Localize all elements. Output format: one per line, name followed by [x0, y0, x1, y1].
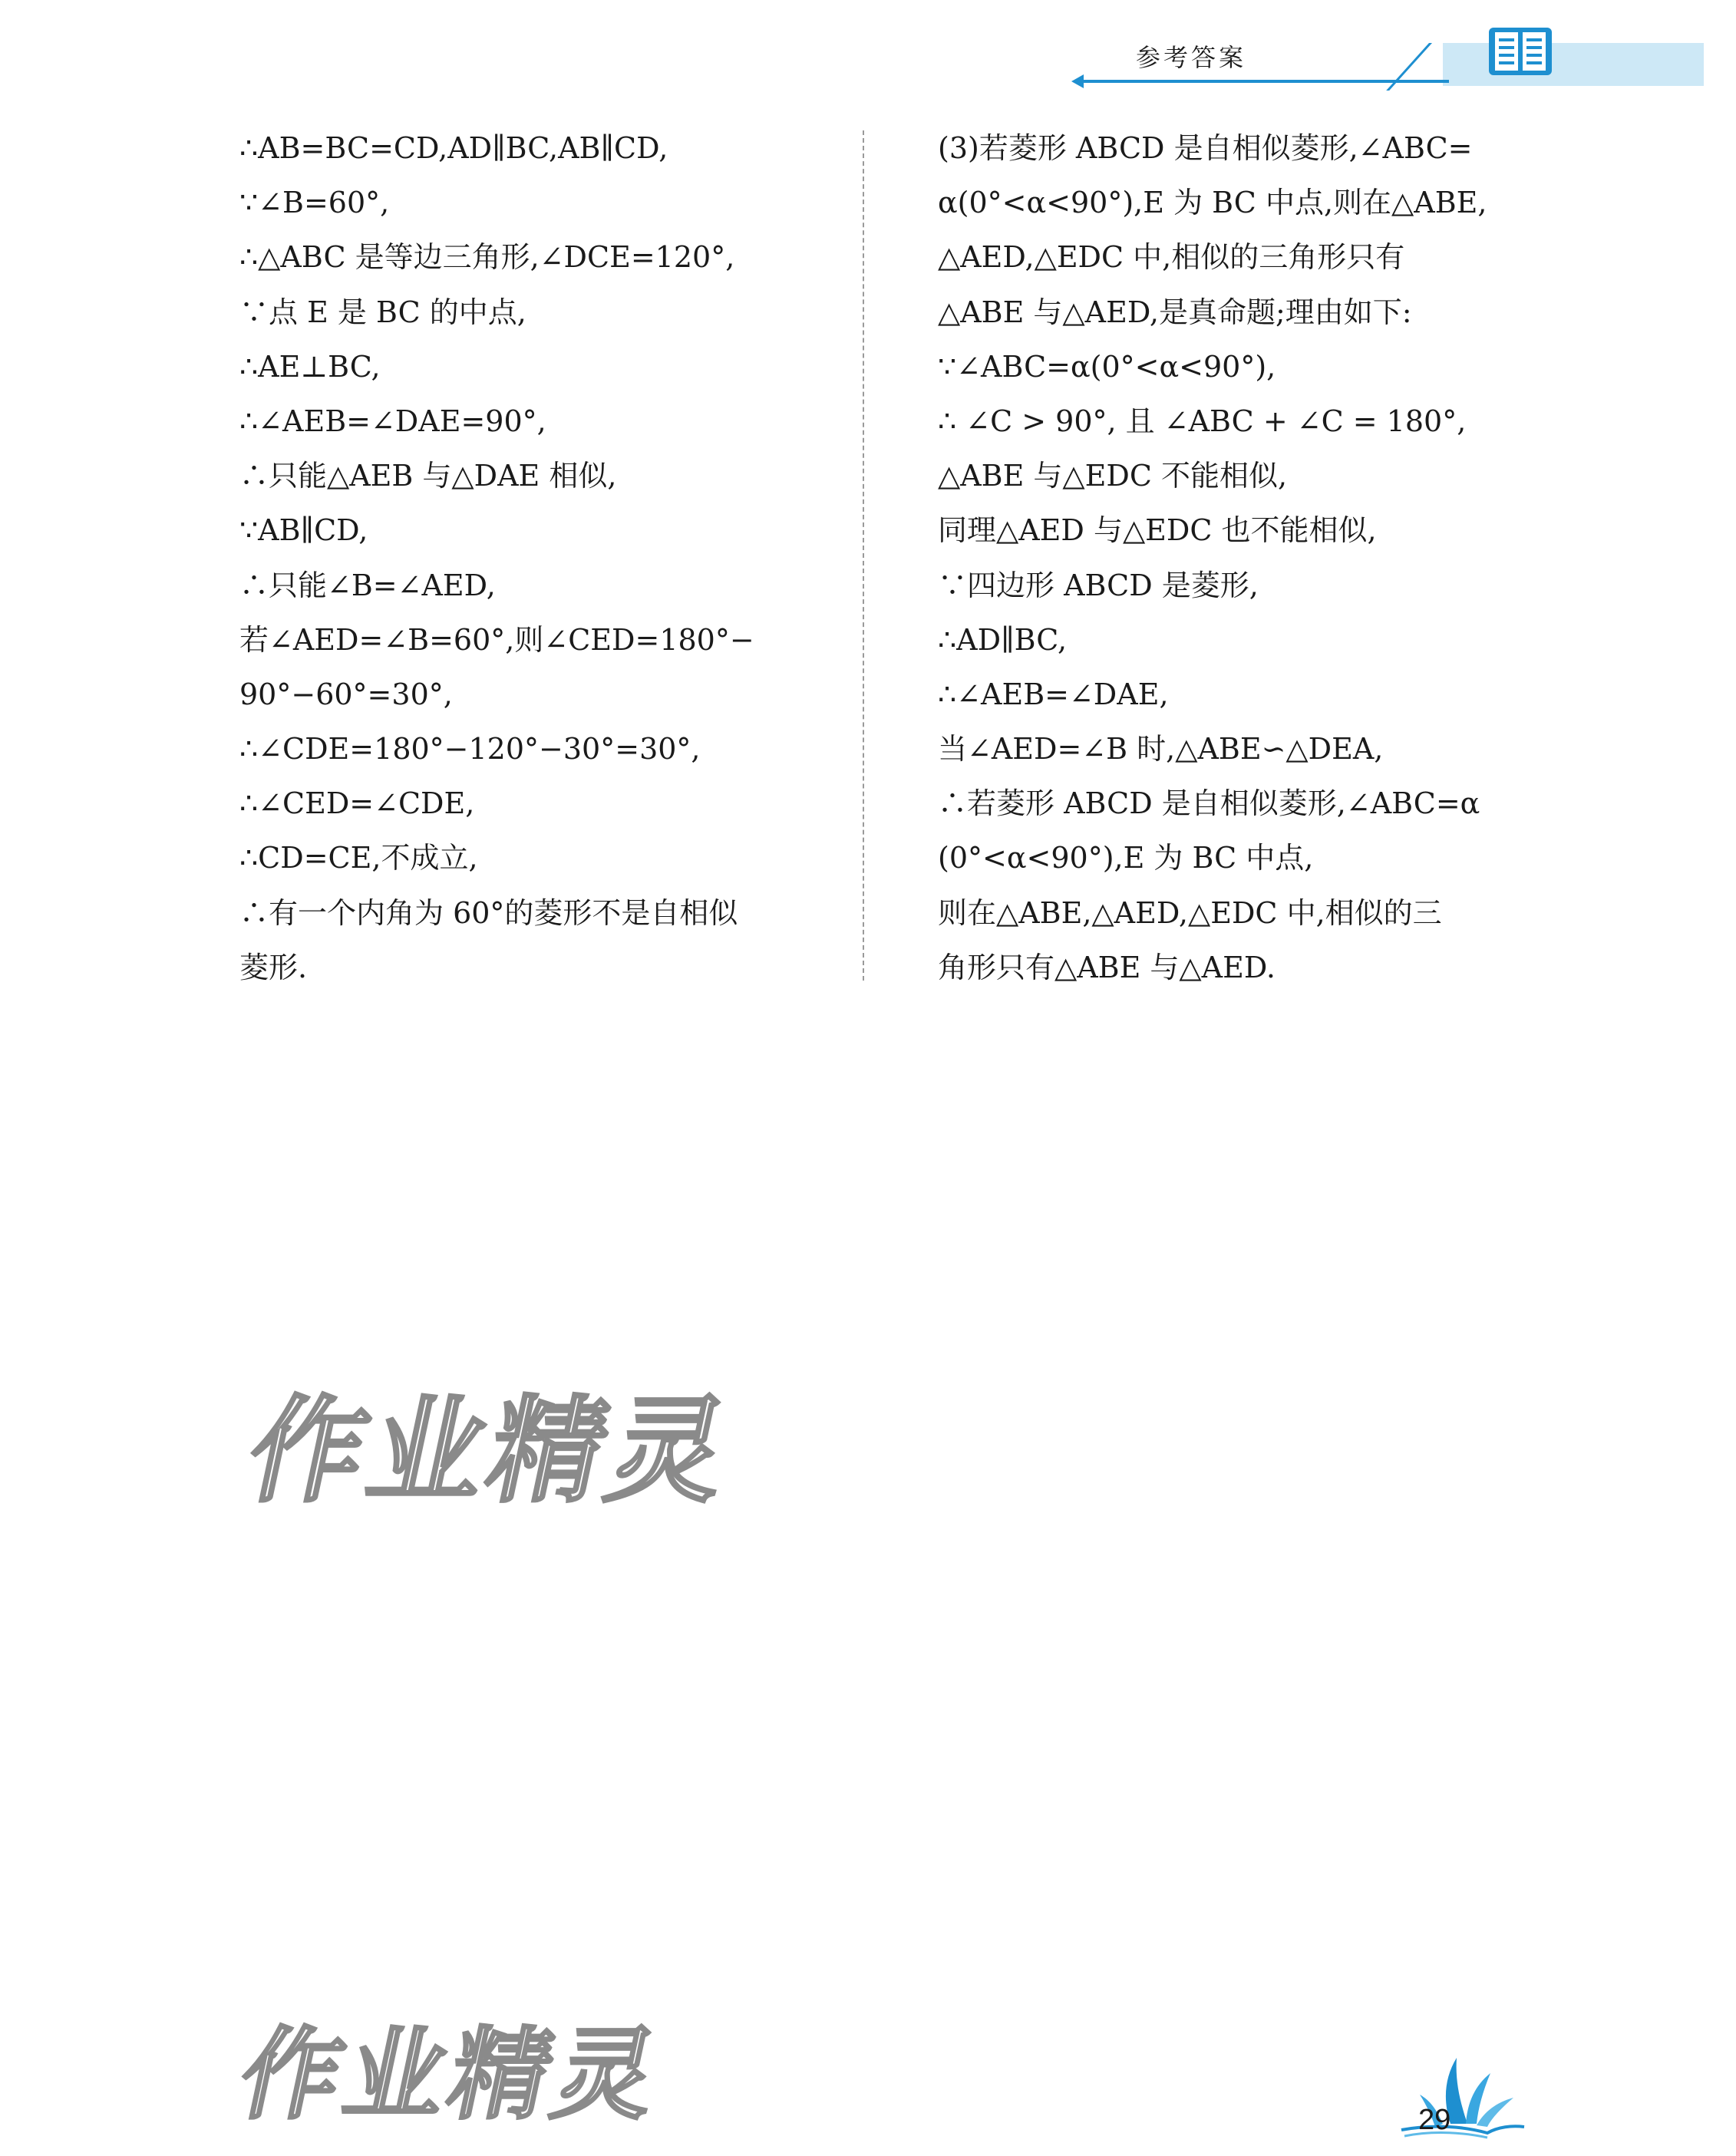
watermark: 作业精灵 [229, 2016, 672, 2133]
text-line: △ABE 与△AED,是真命题;理由如下: [938, 295, 1412, 329]
text-line: ∴CD=CE,不成立, [239, 841, 478, 875]
text-line: ∴若菱形 ABCD 是自相似菱形,∠ABC=α [938, 786, 1480, 821]
answer-right-column [938, 121, 1536, 995]
header-band [1443, 43, 1704, 86]
answer-left-column [239, 121, 830, 995]
text-line: ∴ ∠C > 90°, 且 ∠ABC + ∠C = 180°, [938, 404, 1467, 438]
text-line: ∵∠B=60°, [239, 186, 390, 220]
text-line: 若∠AED=∠B=60°,则∠CED=180°− [239, 622, 754, 657]
open-book-icon [1486, 21, 1555, 80]
text-line: ∵∠ABC=α(0°<α<90°), [938, 349, 1276, 384]
text-line: 角形只有△ABE 与△AED. [938, 950, 1276, 984]
text-line: ∵四边形 ABCD 是菱形, [938, 568, 1259, 602]
text-line: ∴有一个内角为 60°的菱形不是自相似 [239, 895, 738, 930]
text-line: ∴AB=BC=CD,AD∥BC,AB∥CD, [239, 131, 668, 165]
text-line: ∴∠AEB=∠DAE, [938, 677, 1169, 711]
text-line: 则在△ABE,△AED,△EDC 中,相似的三 [938, 895, 1442, 930]
header-rule [1081, 80, 1449, 83]
text-line: ∴只能∠B=∠AED, [239, 568, 496, 602]
text-line: α(0°<α<90°),E 为 BC 中点,则在△ABE, [938, 186, 1487, 220]
text-line: ∵点 E 是 BC 的中点, [239, 295, 526, 329]
text-line: ∴AE⊥BC, [239, 349, 381, 384]
header-arrow-icon [1071, 74, 1084, 88]
text-line: ∴∠CDE=180°−120°−30°=30°, [239, 732, 701, 766]
watermark: 作业精灵 [236, 1385, 744, 1518]
text-line: ∴△ABC 是等边三角形,∠DCE=120°, [239, 240, 735, 275]
text-line: ∴∠AEB=∠DAE=90°, [239, 404, 546, 438]
text-line: △AED,△EDC 中,相似的三角形只有 [938, 240, 1405, 275]
text-line: 同理△AED 与△EDC 也不能相似, [938, 513, 1377, 548]
text-line: ∴∠CED=∠CDE, [239, 786, 475, 821]
page-number: 29 [1418, 2104, 1451, 2136]
text-line: ∴只能△AEB 与△DAE 相似, [239, 459, 617, 493]
header-label: 参考答案 [1136, 43, 1247, 72]
text-line: 当∠AED=∠B 时,△ABE∽△DEA, [938, 732, 1384, 766]
text-line: ∵AB∥CD, [239, 513, 368, 548]
text-line: 菱形. [239, 950, 308, 984]
text-line: (3)若菱形 ABCD 是自相似菱形,∠ABC= [938, 131, 1473, 165]
header-slant-line [1386, 43, 1432, 91]
book-wave-logo-icon [1397, 2047, 1527, 2139]
text-line: (0°<α<90°),E 为 BC 中点, [938, 841, 1314, 875]
text-line: △ABE 与△EDC 不能相似, [938, 459, 1288, 493]
text-line: 90°−60°=30°, [239, 677, 453, 711]
text-line: ∴AD∥BC, [938, 622, 1068, 657]
column-divider [863, 130, 864, 981]
